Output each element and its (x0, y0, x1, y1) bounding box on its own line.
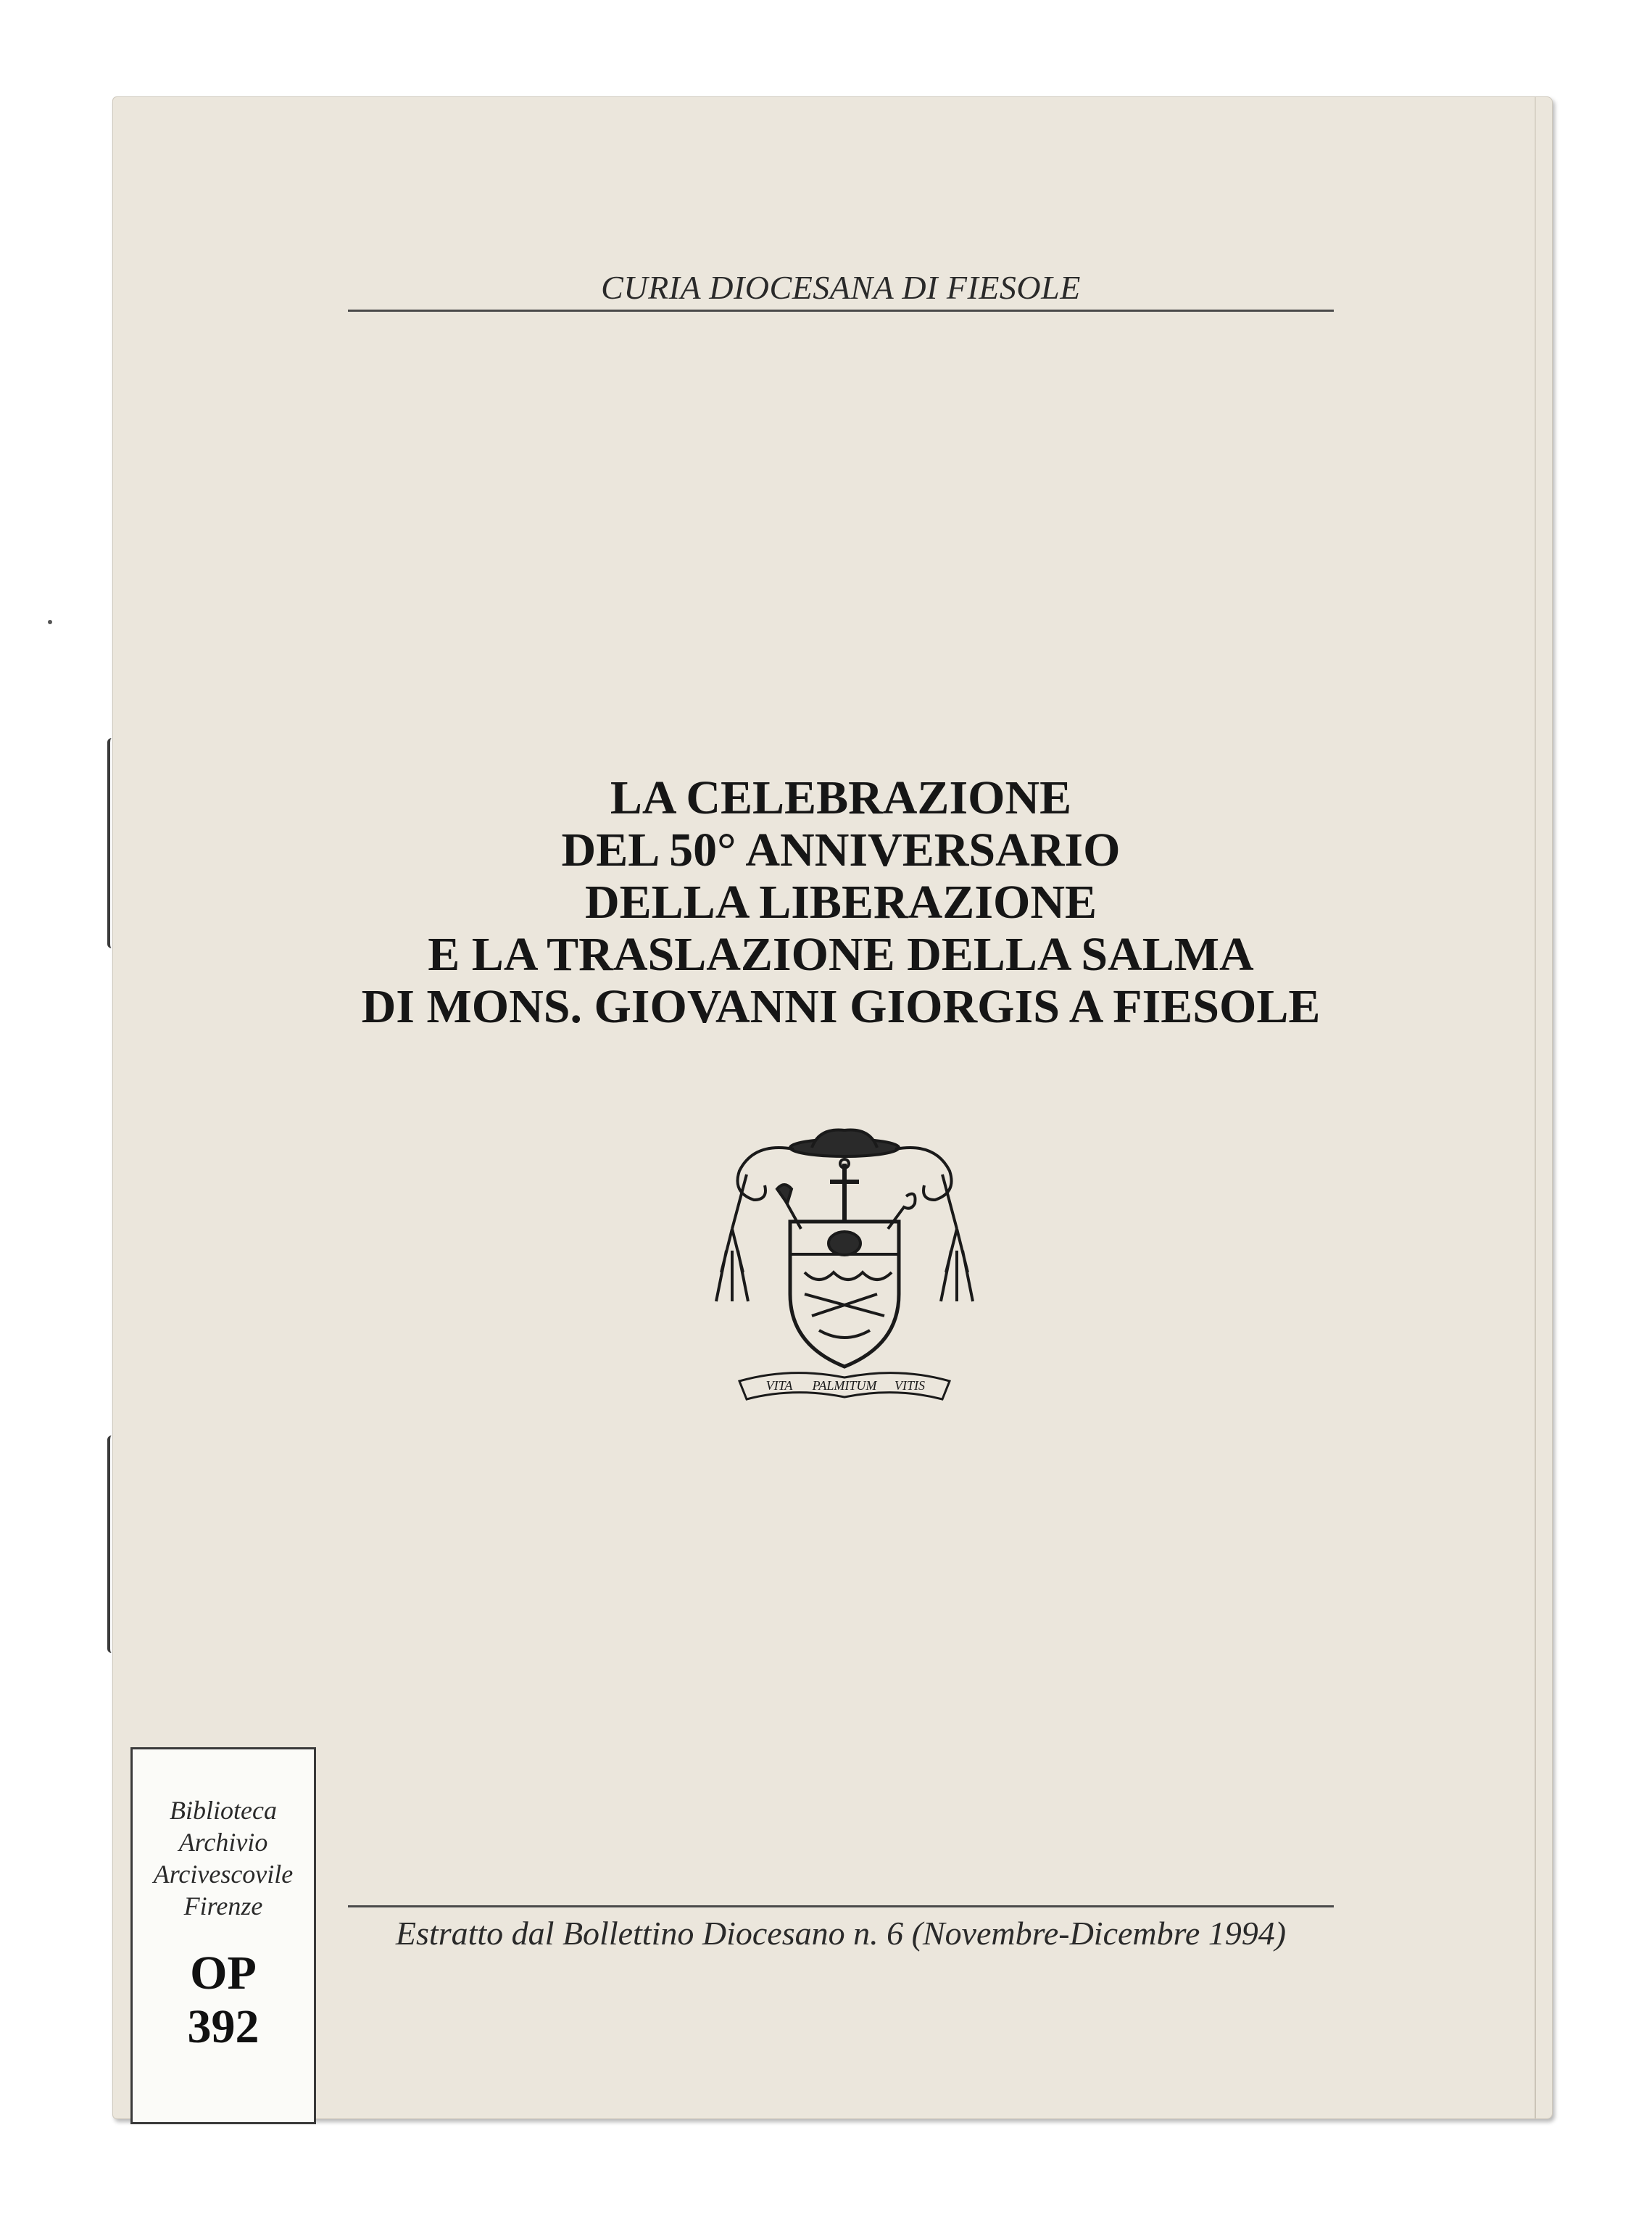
publisher-header: CURIA DIOCESANA DI FIESOLE (601, 269, 1081, 306)
library-label-line: Firenze (183, 1892, 263, 1921)
library-label-line: Biblioteca (170, 1796, 277, 1825)
shelfmark-prefix: OP (190, 1947, 257, 2000)
motto-center: PALMITUM (812, 1378, 877, 1393)
library-label-line: Arcivescovile (153, 1860, 294, 1889)
booklet-cover (112, 96, 1553, 2119)
title-line: DEL 50° ANNIVERSARIO (561, 824, 1121, 877)
motto-right: VITIS (895, 1378, 925, 1393)
scan-speck (48, 620, 52, 624)
staple-bottom (107, 1435, 122, 1653)
bishop-coat-of-arms-icon (710, 1127, 979, 1410)
document-title (217, 772, 1464, 1033)
library-label-line: Archivio (178, 1828, 268, 1857)
title-line: DI MONS. GIOVANNI GIORGIS A FIESOLE (361, 980, 1321, 1033)
shelfmark-number: 392 (187, 2000, 260, 2053)
title-line: LA CELEBRAZIONE (610, 771, 1072, 824)
header-rule (348, 310, 1334, 312)
title-line: E LA TRASLAZIONE DELLA SALMA (428, 928, 1254, 981)
staple-top (107, 738, 122, 948)
title-line: DELLA LIBERAZIONE (584, 876, 1097, 929)
library-shelf-label (130, 1747, 316, 2124)
footer-rule (348, 1905, 1334, 1907)
motto-left: VITA (765, 1378, 793, 1393)
publication-note: Estratto dal Bollettino Diocesano n. 6 (Novembre-Dicembre 1994) (395, 1915, 1287, 1952)
